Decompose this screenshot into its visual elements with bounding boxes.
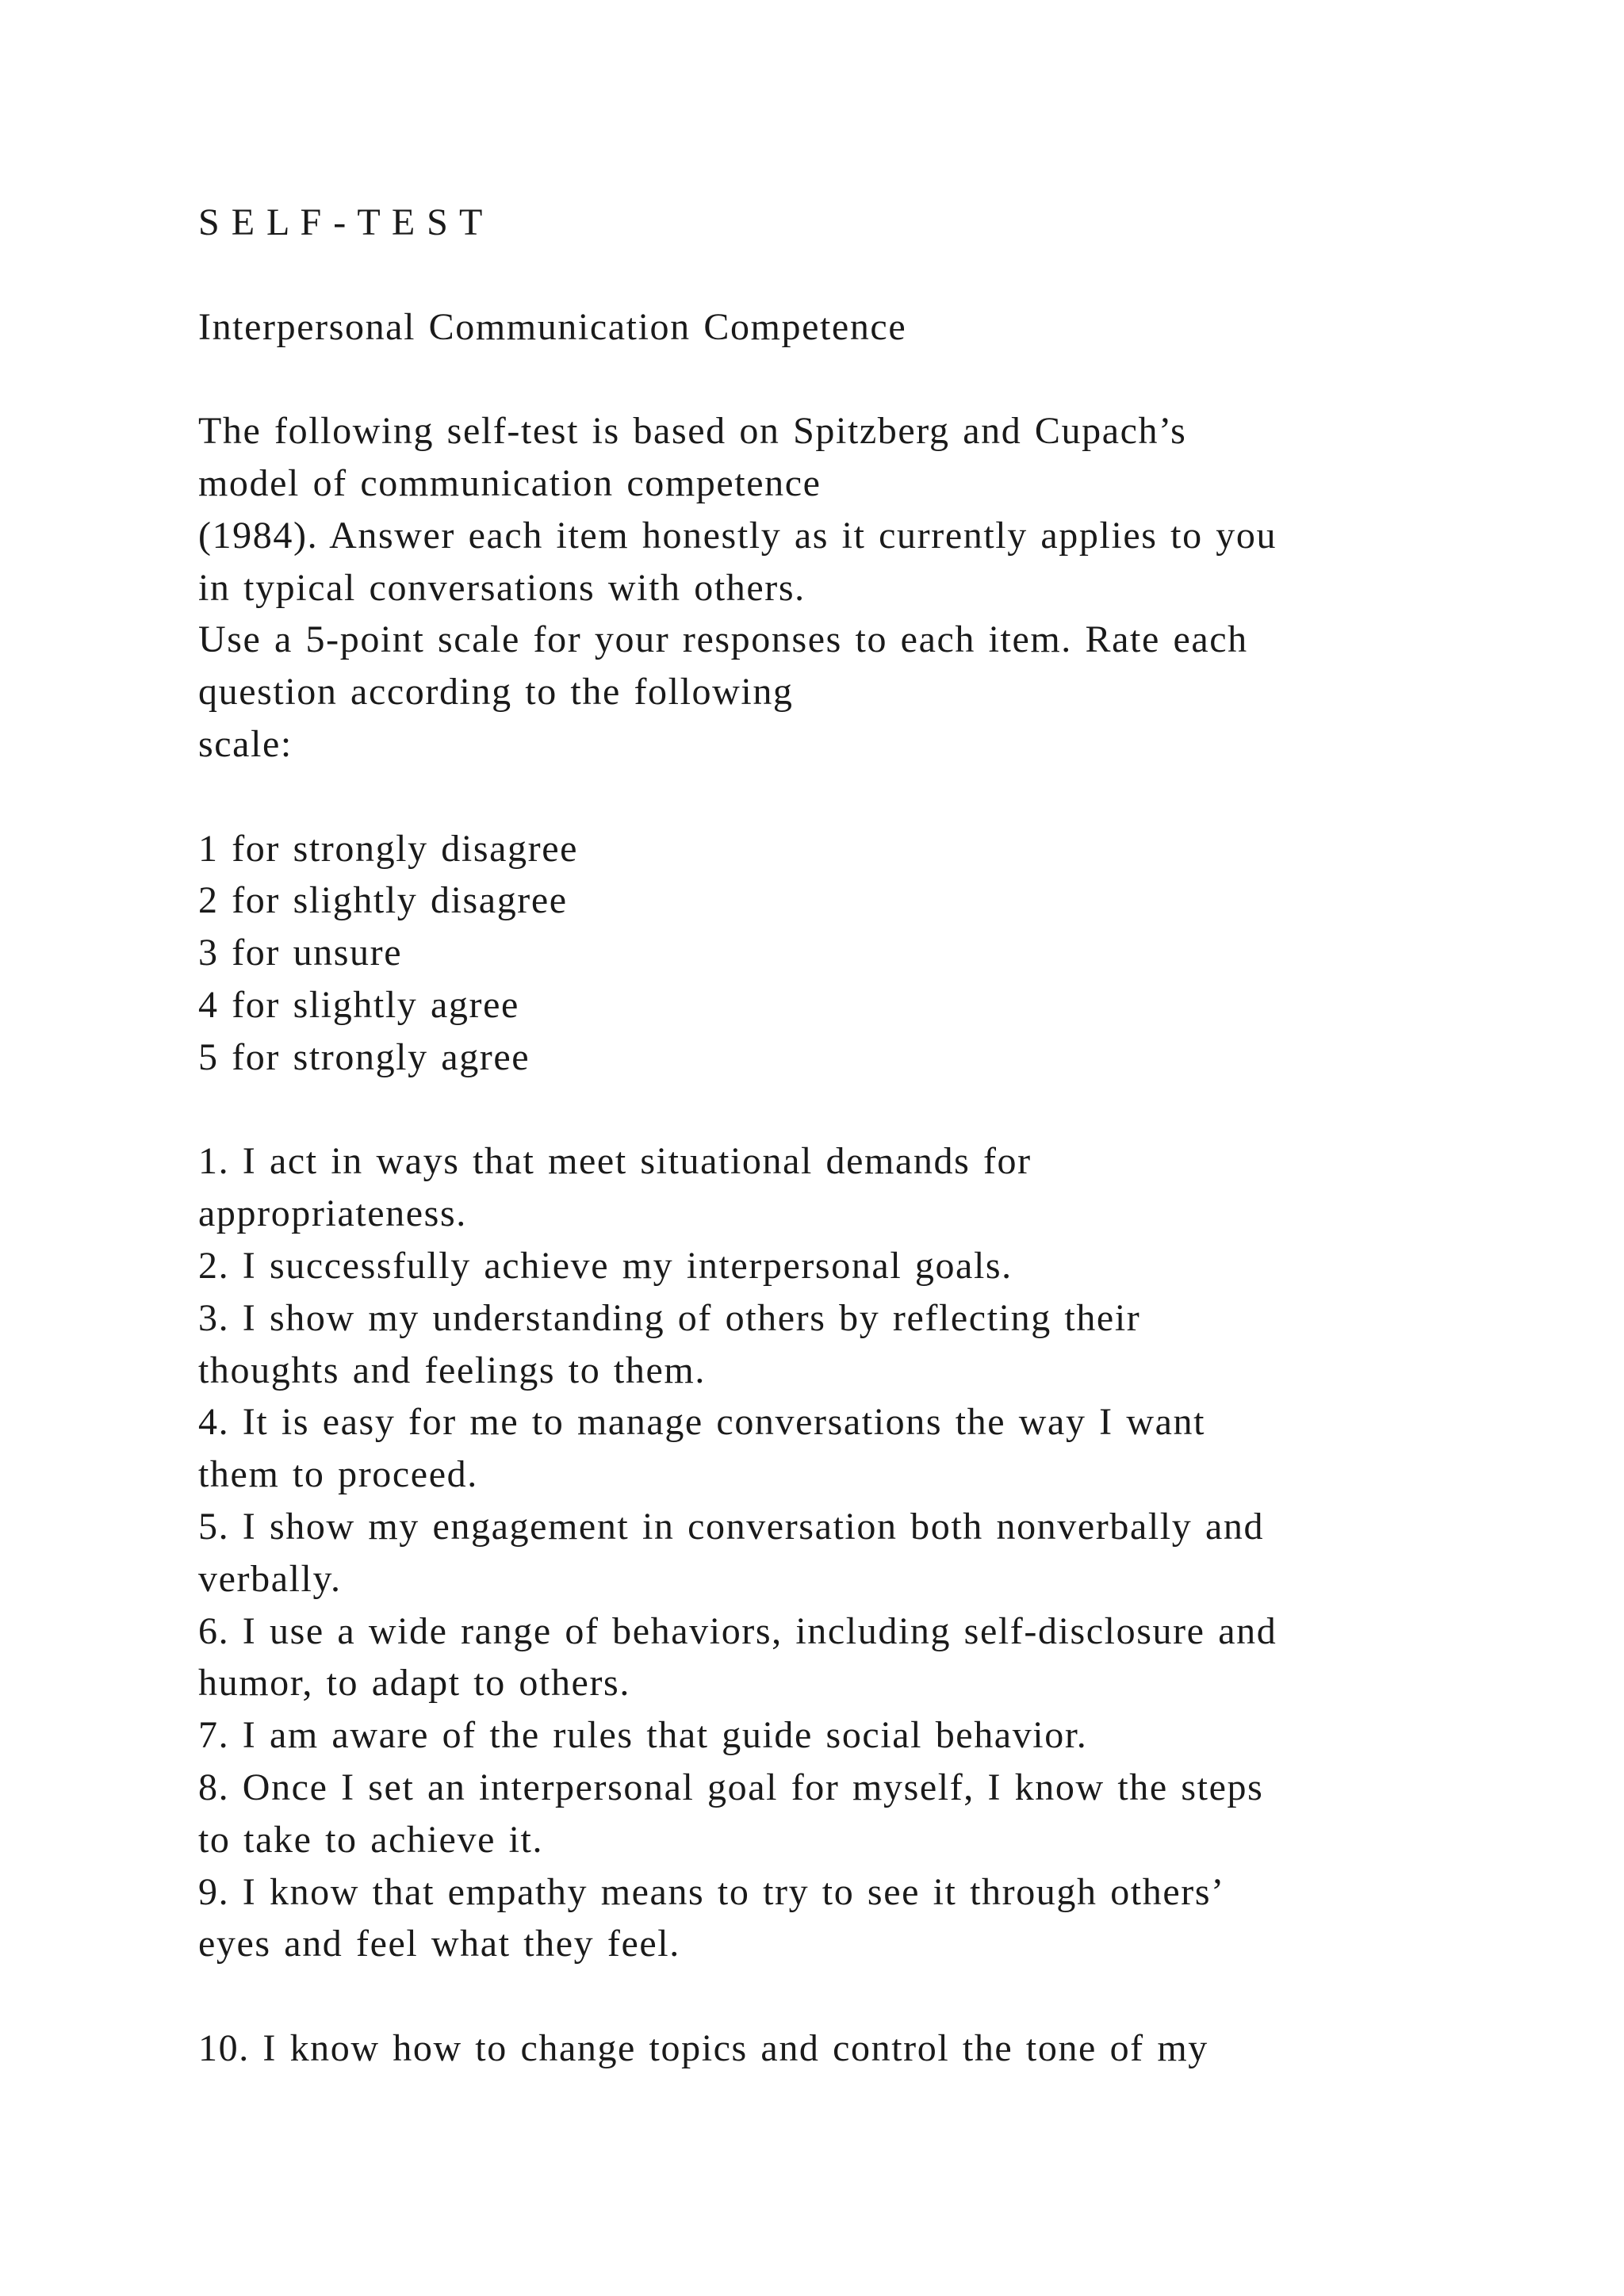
item-line: verbally.	[198, 1557, 342, 1600]
item-line: them to proceed.	[198, 1453, 478, 1496]
document-title: Interpersonal Communication Competence	[198, 305, 907, 348]
scale-line: 3 for unsure	[198, 932, 403, 974]
blank-line	[198, 771, 1530, 823]
document-heading: S E L F - T E S T	[198, 201, 483, 243]
item-line: 9. I know that empathy means to try to see it through others’	[198, 1870, 1225, 1913]
intro-line: Use a 5-point scale for your responses to each item. Rate each	[198, 618, 1248, 661]
scale-line: 4 for slightly agree	[198, 983, 519, 1026]
intro-line: model of communication competence	[198, 461, 822, 504]
item-line: 1. I act in ways that meet situational demands for	[198, 1140, 1032, 1183]
item-line-trailing: 10. I know how to change topics and control the tone of my	[198, 2026, 1208, 2069]
item-line: 8. Once I set an interpersonal goal for myself, I know the steps	[198, 1766, 1264, 1808]
blank-line	[198, 353, 1530, 405]
item-line: eyes and feel what they feel.	[198, 1923, 680, 1965]
item-line: 6. I use a wide range of behaviors, including self-disclosure and	[198, 1609, 1277, 1652]
intro-line: in typical conversations with others.	[198, 566, 806, 609]
item-line: 5. I show my engagement in conversation both nonverbally and	[198, 1505, 1265, 1548]
intro-line: (1984). Answer each item honestly as it currently applies to you	[198, 514, 1277, 557]
item-line: 2. I successfully achieve my interpersonal goals.	[198, 1244, 1013, 1287]
item-line: appropriateness.	[198, 1192, 467, 1235]
document-body	[198, 197, 1530, 2075]
blank-line	[198, 249, 1530, 301]
item-line: 3. I show my understanding of others by reflecting their	[198, 1296, 1141, 1339]
item-line: thoughts and feelings to them.	[198, 1349, 706, 1391]
item-line: 4. It is easy for me to manage conversations the way I want	[198, 1401, 1206, 1444]
item-line: to take to achieve it.	[198, 1818, 544, 1861]
scale-line: 1 for strongly disagree	[198, 827, 579, 870]
scale-line: 2 for slightly disagree	[198, 879, 568, 922]
blank-line	[198, 1084, 1530, 1136]
scale-line: 5 for strongly agree	[198, 1035, 530, 1078]
intro-line: The following self-test is based on Spitzberg and Cupach’s	[198, 410, 1187, 453]
intro-line: scale:	[198, 722, 293, 765]
item-line: 7. I am aware of the rules that guide social behavior.	[198, 1714, 1088, 1757]
intro-line: question according to the following	[198, 671, 794, 714]
item-line: humor, to adapt to others.	[198, 1662, 630, 1705]
blank-line	[198, 1970, 1530, 2022]
